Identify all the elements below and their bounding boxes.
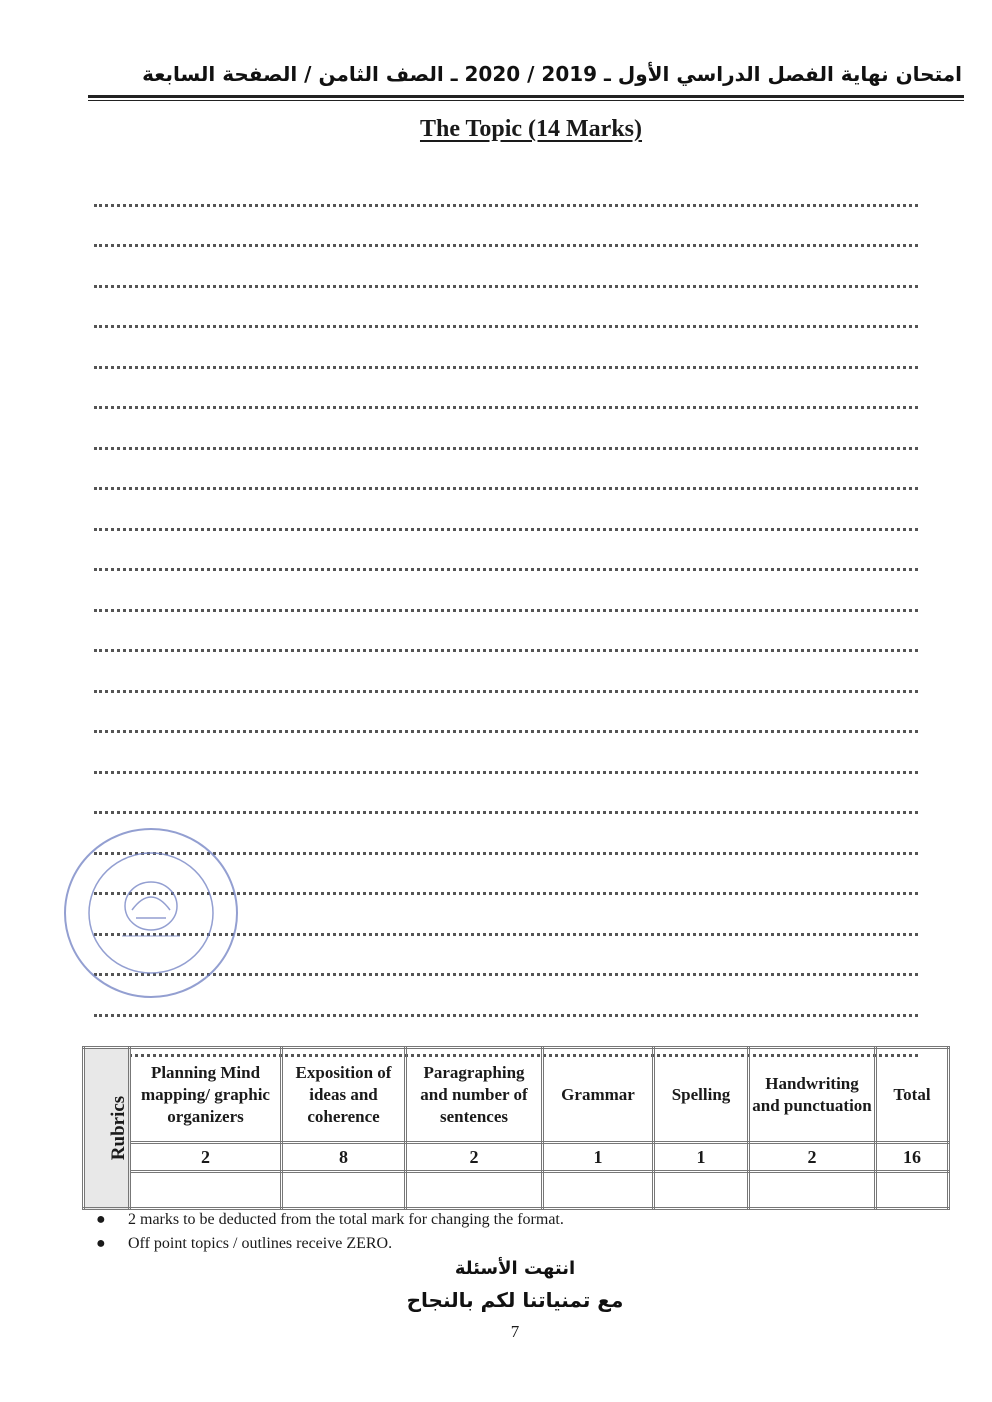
score-cell-paragraphing[interactable] [406, 1172, 543, 1209]
bullet-icon: ● [96, 1235, 106, 1252]
writing-line[interactable] [94, 166, 918, 207]
rubric-side-label: Rubrics [108, 1095, 130, 1161]
header-rule-thin [88, 100, 964, 101]
page-number: 7 [510, 1322, 520, 1341]
rubric-header-planning: Planning Mind mapping/ graphic organizers [130, 1048, 282, 1143]
writing-line[interactable] [94, 409, 918, 450]
rubric-header-exposition: Exposition of ideas and coherence [282, 1048, 406, 1143]
writing-line[interactable] [94, 369, 918, 410]
score-cell-spelling[interactable] [654, 1172, 749, 1209]
writing-line[interactable] [94, 531, 918, 572]
rubric-side-cell [84, 1048, 130, 1209]
closing-good-wishes: مع تمنياتنا لكم بالنجاح [406, 1288, 624, 1312]
bullet-icon: ● [96, 1211, 106, 1228]
official-stamp-icon [62, 826, 240, 1000]
writing-line[interactable] [94, 288, 918, 329]
note-item [96, 1232, 896, 1256]
score-cell-total[interactable] [876, 1172, 949, 1209]
rubric-header-total: Total [876, 1048, 949, 1143]
writing-line[interactable] [94, 693, 918, 734]
rubric-value-paragraphing: 2 [406, 1143, 543, 1172]
score-cell-handwriting[interactable] [749, 1172, 876, 1209]
rubric-header-grammar: Grammar [543, 1048, 654, 1143]
score-cell-planning[interactable] [130, 1172, 282, 1209]
rubric-header-paragraphing: Paragraphing and number of sentences [406, 1048, 543, 1143]
writing-line[interactable] [94, 774, 918, 815]
topic-title: The Topic (14 Marks) [419, 116, 643, 142]
rubric-value-grammar: 1 [543, 1143, 654, 1172]
writing-line[interactable] [94, 247, 918, 288]
writing-line[interactable] [94, 490, 918, 531]
rubric-table [82, 1046, 950, 1210]
rubric-value-handwriting: 2 [749, 1143, 876, 1172]
writing-line[interactable] [94, 328, 918, 369]
writing-line[interactable] [94, 450, 918, 491]
exam-header: امتحان نهاية الفصل الدراسي الأول ـ 2019 / 2020 ـ الصف الثامن / الصفحة السابعة [142, 62, 962, 86]
writing-line[interactable] [94, 207, 918, 248]
rubric-value-spelling: 1 [654, 1143, 749, 1172]
note-item [96, 1208, 896, 1232]
note-text: Off point topics / outlines receive ZERO. [128, 1235, 393, 1252]
rubric-header-spelling: Spelling [654, 1048, 749, 1143]
score-cell-grammar[interactable] [543, 1172, 654, 1209]
rubric-value-exposition: 8 [282, 1143, 406, 1172]
closing-end-of-questions: انتهت الأسئلة [454, 1258, 576, 1279]
rubric-value-total: 16 [876, 1143, 949, 1172]
notes-list [96, 1208, 896, 1256]
score-cell-exposition[interactable] [282, 1172, 406, 1209]
header-rule-thick [88, 95, 964, 98]
writing-line[interactable] [94, 733, 918, 774]
note-text: 2 marks to be deducted from the total mark for changing the format. [128, 1211, 564, 1228]
writing-line[interactable] [94, 652, 918, 693]
rubric-header-handwriting: Handwriting and punctuation [749, 1048, 876, 1143]
writing-line[interactable] [94, 612, 918, 653]
rubric-value-planning: 2 [130, 1143, 282, 1172]
writing-line[interactable] [94, 571, 918, 612]
